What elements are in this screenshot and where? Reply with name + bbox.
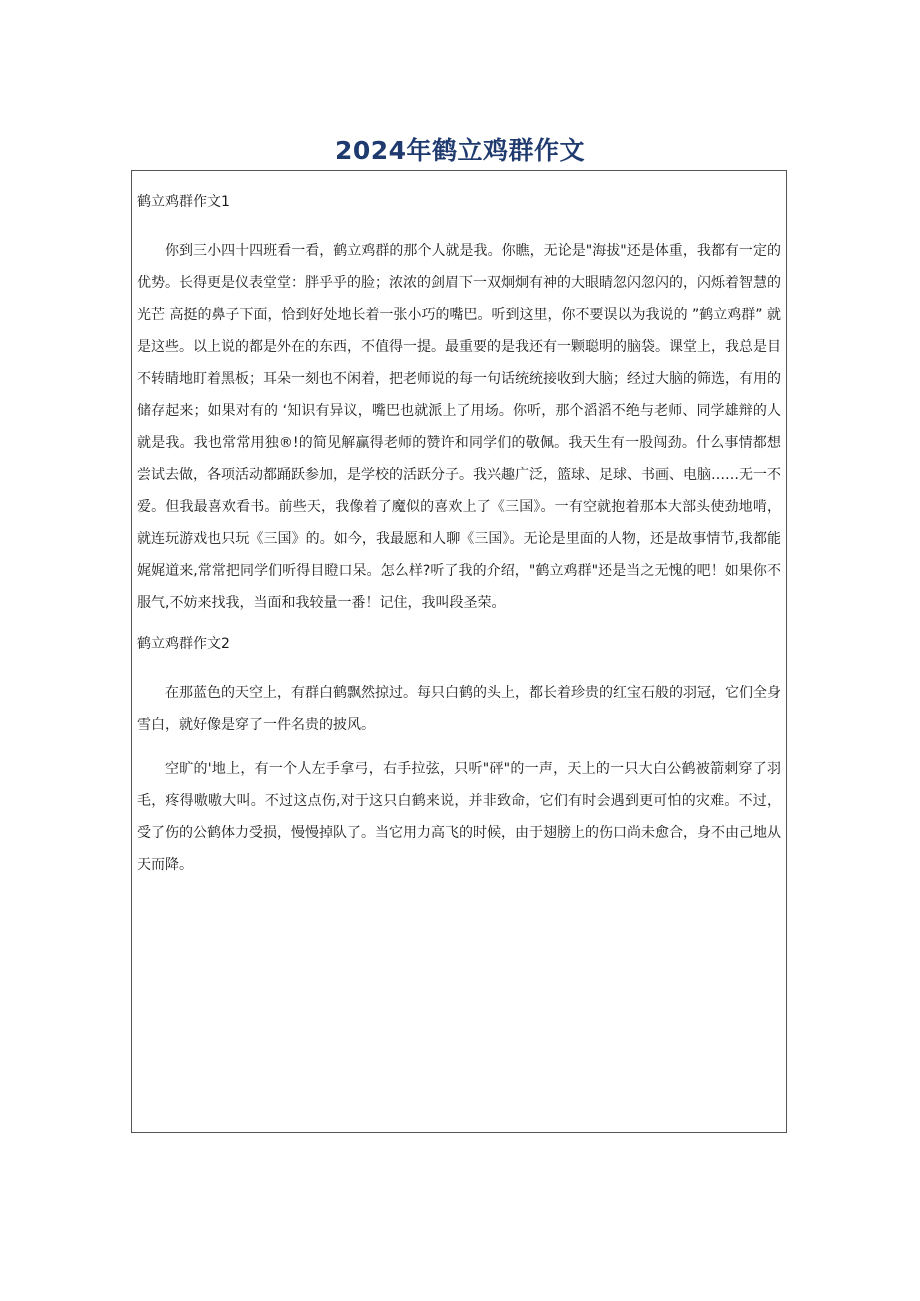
essay-section [137, 189, 781, 619]
essay-content-box [131, 170, 787, 1133]
essay-paragraph: 你到三小四十四班看一看，鹤立鸡群的那个人就是我。你瞧，无论是"海拔"还是体重，我都有一定的优势。长得更是仪表堂堂：胖乎乎的脸；浓浓的剑眉下一双炯炯有神的大眼睛忽闪忽闪的，闪烁着智慧的光芒 高挺的鼻子下面，恰到好处地长着一张小巧的嘴巴。听到这里，你不要误以为我说的 ”鹤立鸡群” 就是这些。以上说的都是外在的东西，不值得一提。最重要的是我还有一颗聪明的脑袋。课堂上，我总是目不转睛地盯着黑板；耳朵一刻也不闲着，把老师说的每一句话统统接收到大脑；经过大脑的筛选，有用的储存起来；如果对有的 ‘知识有异议，嘴巴也就派上了用场。你听，那个滔滔不绝与老师、同学雄辩的人就是我。我也常常用独®!的简见解赢得老师的赞许和同学们的敬佩。我天生有一股闯劲。什么事情都想尝试去做，各项活动都踊跃参加，是学校的活跃分子。我兴趣广泛，篮球、足球、书画、电脑……无一不爱。但我最喜欢看书。前些天，我像着了魔似的喜欢上了《三国》。一有空就抱着那本大部头使劲地啃，就连玩游戏也只玩《三国》的。如今，我最愿和人聊《三国》。无论是里面的人物，还是故事情节,我都能娓娓道来,常常把同学们听得目瞪口呆。怎么样?听了我的介绍，"鹤立鸡群"还是当之无愧的吧！如果你不服气,不妨来找我，当面和我较量一番！记住，我叫段圣荣。 [137, 243, 781, 611]
essay-heading: 鹤立鸡群作文2 [137, 636, 230, 652]
document-title: 2024年鹤立鸡群作文 [334, 135, 586, 165]
essay-heading: 鹤立鸡群作文1 [137, 194, 230, 210]
essay-paragraph: 空旷的'地上，有一个人左手拿弓，右手拉弦，只听"砰"的一声，天上的一只大白公鹤被箭刺穿了羽毛，疼得嗷嗷大叫。不过这点伤,对于这只白鹤来说，并非致命，它们有时会遇到更可怕的灾难。不过，受了伤的公鹤体力受损，慢慢掉队了。当它用力高飞的时候，由于翅膀上的伤口尚未愈合，身不由己地从天而降。 [137, 761, 781, 873]
essay-paragraph: 在那蓝色的天空上，有群白鹤飘然掠过。每只白鹤的头上，都长着珍贵的红宝石般的羽冠，它们全身雪白，就好像是穿了一件名贵的披风。 [137, 685, 781, 733]
essay-section [137, 631, 781, 881]
